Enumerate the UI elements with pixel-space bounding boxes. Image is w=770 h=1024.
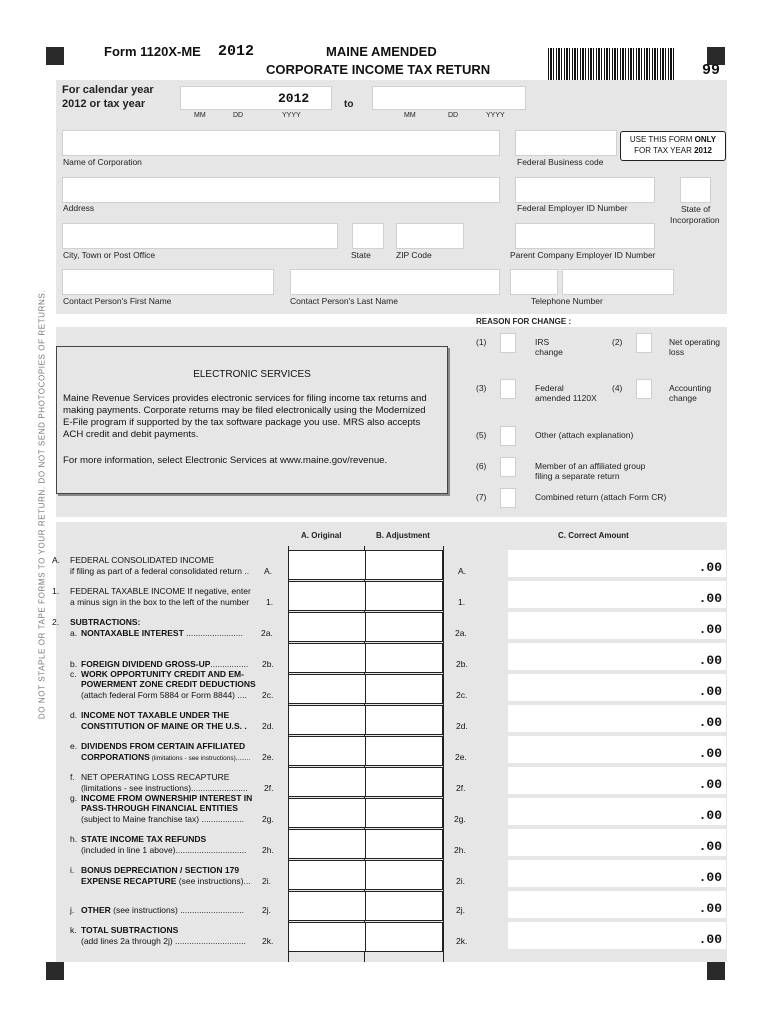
line-2b-right-label: 2b.: [456, 659, 468, 669]
title-line1: MAINE AMENDED: [326, 44, 437, 59]
reason-2-num: (2): [612, 337, 623, 347]
line-a-adjustment[interactable]: [365, 550, 443, 580]
reason-6-checkbox[interactable]: [500, 457, 516, 477]
line-2g-text3: (subject to Maine franchise tax) ..................: [81, 814, 244, 824]
state-field[interactable]: [352, 223, 384, 249]
line-2d-right-label: 2d.: [456, 721, 468, 731]
state-of-incorporation-field[interactable]: [680, 177, 711, 203]
line-2f-ref: 2f.: [264, 783, 274, 793]
reason-7-text1: Combined return (attach Form CR): [535, 492, 667, 502]
line-2c-right-label: 2c.: [456, 690, 468, 700]
contact-first-name-label: Contact Person's First Name: [63, 296, 172, 306]
line-2a-dots: ........................: [183, 628, 243, 638]
line-2j-adjustment[interactable]: [365, 891, 443, 921]
line-2c-text1: WORK OPPORTUNITY CREDIT AND EM-: [81, 669, 244, 679]
registration-mark-bottom-right: [707, 962, 725, 980]
line-2e-ref: 2e.: [262, 752, 274, 762]
line-2j-decimal: .00: [698, 901, 722, 916]
line-2-num: 2.: [52, 617, 60, 627]
end-dd: DD: [448, 112, 459, 119]
line-2c-decimal: .00: [698, 684, 722, 699]
registration-mark-top-left: [46, 47, 64, 65]
reason-3-checkbox[interactable]: [500, 379, 516, 399]
state-of-incorporation-label-2: Incorporation: [670, 215, 720, 225]
reason-1-text1: IRS: [535, 337, 550, 347]
line-2b-bold: FOREIGN DIVIDEND GROSS-UP: [81, 659, 211, 669]
line-2a-prefix: a.: [70, 628, 78, 638]
line-2f-decimal: .00: [698, 777, 722, 792]
contact-last-name-field[interactable]: [290, 269, 500, 295]
reason-4-num: (4): [612, 383, 623, 393]
zip-field[interactable]: [396, 223, 464, 249]
line-2a-ref: 2a.: [261, 628, 273, 638]
reason-1-checkbox[interactable]: [500, 333, 516, 353]
line-1-num: 1.: [52, 586, 60, 596]
line-2k-adjustment[interactable]: [365, 922, 443, 952]
line-2b-correct-amount[interactable]: [508, 643, 726, 670]
name-of-corporation-label: Name of Corporation: [63, 157, 142, 167]
reason-5-checkbox[interactable]: [500, 426, 516, 446]
federal-business-code-label: Federal Business code: [517, 157, 604, 167]
parent-company-id-field[interactable]: [515, 223, 655, 249]
tax-year-end-field[interactable]: [372, 86, 526, 110]
line-2i-right-label: 2i.: [456, 876, 465, 886]
line-2h-right-label: 2h.: [454, 845, 466, 855]
electronic-services-box: [56, 346, 448, 494]
reason-7-num: (7): [476, 492, 487, 502]
line-2a-text: [81, 628, 243, 639]
line-2j-text: [81, 905, 244, 916]
line-a-ref: A.: [264, 566, 273, 576]
calendar-line2: 2012 or tax year: [62, 98, 146, 110]
reason-title: REASON FOR CHANGE :: [476, 317, 572, 326]
electronic-services-para1-l4: ACH credit and debit payments.: [63, 429, 199, 440]
line-2e-text2: [81, 752, 250, 765]
line-2i-text2: [81, 876, 251, 887]
reason-4-text2: change: [669, 393, 697, 403]
line-a-original[interactable]: [288, 550, 366, 580]
line-2e-text1: DIVIDENDS FROM CERTAIN AFFILIATED: [81, 741, 246, 751]
name-of-corporation-field[interactable]: [62, 130, 500, 156]
line-2c-text3: (attach federal Form 5884 or Form 8844) ....: [81, 690, 247, 700]
tax-year-notice: [620, 131, 726, 161]
reason-5-text1: Other (attach explanation): [535, 430, 634, 440]
line-2d-text2: CONSTITUTION OF MAINE OR THE U.S. .: [81, 721, 247, 731]
line-1-right-label: 1.: [458, 597, 466, 607]
line-2f-text2: (limitations - see instructions)........................: [81, 783, 248, 793]
line-2d-adjustment[interactable]: [365, 705, 443, 735]
notice-only: ONLY: [694, 135, 717, 144]
reason-6-num: (6): [476, 461, 487, 471]
address-label: Address: [63, 203, 95, 213]
reason-5-num: (5): [476, 430, 487, 440]
line-2i-ref: 2i.: [262, 876, 271, 886]
line-a-decimal: .00: [698, 560, 722, 575]
column-b-header: B. Adjustment: [376, 531, 430, 540]
line-2h-text1: STATE INCOME TAX REFUNDS: [81, 834, 207, 844]
telephone-label: Telephone Number: [531, 296, 603, 306]
line-2e-small: (limitations - see instructions)........: [149, 755, 251, 762]
line-2c-prefix: c.: [70, 669, 77, 679]
line-1-correct-amount[interactable]: [508, 581, 726, 608]
electronic-services-para1-l1: Maine Revenue Services provides electronic services for filing income tax returns and: [63, 393, 427, 404]
line-1-ref: 1.: [266, 597, 274, 607]
notice-year: 2012: [694, 146, 712, 155]
line-2f-original[interactable]: [288, 767, 366, 797]
registration-mark-bottom-left: [46, 962, 64, 980]
start-dd: DD: [233, 112, 244, 119]
line-1-text1: FEDERAL TAXABLE INCOME If negative, enter: [70, 586, 251, 596]
line-2j-rest: (see instructions) ...........................: [110, 905, 244, 915]
electronic-services-para1-l3: E-File program if supported by the tax software package you use. MRS also accepts: [63, 417, 421, 428]
line-2c-adjustment[interactable]: [365, 674, 443, 704]
start-mm: MM: [194, 112, 206, 119]
line-2d-correct-amount[interactable]: [508, 705, 726, 732]
reason-3-text1: Federal: [535, 383, 564, 393]
line-2a-right-label: 2a.: [455, 628, 467, 638]
line-2b-ref: 2b.: [262, 659, 274, 669]
to-label: to: [344, 99, 354, 110]
reason-6-text1: Member of an affiliated group: [535, 461, 646, 471]
line-2g-correct-amount[interactable]: [508, 798, 726, 825]
line-2g-original[interactable]: [288, 798, 366, 828]
state-of-incorporation-label-1: State of: [681, 204, 711, 214]
address-field[interactable]: [62, 177, 500, 203]
zip-label: ZIP Code: [396, 250, 432, 260]
line-2f-prefix: f.: [70, 772, 75, 782]
line-2d-prefix: d.: [70, 710, 78, 720]
line-2i-text1: BONUS DEPRECIATION / SECTION 179: [81, 865, 240, 875]
electronic-services-para1-l2: making payments. Corporate returns may be filed electronically using the Modernized: [63, 405, 426, 416]
reason-2-text1: Net operating: [669, 337, 721, 347]
line-2j-right-label: 2j.: [456, 905, 465, 915]
line-2b-original[interactable]: [288, 643, 366, 673]
line-a-text1: FEDERAL CONSOLIDATED INCOME: [70, 555, 215, 565]
line-2c-ref: 2c.: [262, 690, 274, 700]
line-2b-text: [81, 659, 248, 670]
line-2j-ref: 2j.: [262, 905, 271, 915]
line-2e-adjustment[interactable]: [365, 736, 443, 766]
form-year: 2012: [218, 43, 255, 60]
side-instructions: DO NOT STAPLE OR TAPE FORMS TO YOUR RETURN. DO NOT SEND PHOTOCOPIES OF RETURNS.: [37, 289, 47, 720]
line-2k-prefix: k.: [70, 925, 77, 935]
line-2a-bold: NONTAXABLE INTEREST: [81, 628, 184, 638]
reason-1-num: (1): [476, 337, 487, 347]
calendar-line1: For calendar year: [62, 84, 154, 96]
electronic-services-para2: For more information, select Electronic Services at www.maine.gov/revenue.: [63, 455, 388, 466]
line-2g-right-label: 2g.: [454, 814, 466, 824]
end-mm: MM: [404, 112, 416, 119]
line-2e-correct-amount[interactable]: [508, 736, 726, 763]
notice-prefix-1: USE THIS FORM: [629, 135, 695, 144]
line-2a-original[interactable]: [288, 612, 366, 642]
column-c-header: C. Correct Amount: [558, 531, 629, 540]
line-1-original[interactable]: [288, 581, 366, 611]
end-yyyy: YYYY: [486, 112, 505, 119]
line-2d-ref: 2d.: [262, 721, 274, 731]
line-1-text2: a minus sign in the box to the left of the number: [70, 597, 250, 607]
line-2g-decimal: .00: [698, 808, 722, 823]
telephone-area-field[interactable]: [510, 269, 558, 295]
line-2e-prefix: e.: [70, 741, 78, 751]
line-2h-adjustment[interactable]: [365, 829, 443, 859]
line-2i-original[interactable]: [288, 860, 366, 890]
line-2h-ref: 2h.: [262, 845, 274, 855]
line-2c-original[interactable]: [288, 674, 366, 704]
parent-company-id-label: Parent Company Employer ID Number: [510, 250, 656, 260]
line-2i-rest: (see instructions)...: [176, 876, 251, 886]
line-2k-text1: TOTAL SUBTRACTIONS: [81, 925, 179, 935]
line-2i-prefix: i.: [70, 865, 75, 875]
line-2f-right-label: 2f.: [456, 783, 466, 793]
line-a-correct-amount[interactable]: [508, 550, 726, 577]
line-2h-correct-amount[interactable]: [508, 829, 726, 856]
line-2b-decimal: .00: [698, 653, 722, 668]
start-yyyy: YYYY: [282, 112, 301, 119]
reason-2-text2: loss: [669, 347, 685, 357]
tax-year-start-value: 2012: [278, 91, 310, 106]
line-2g-ref: 2g.: [262, 814, 274, 824]
notice-prefix-2: FOR TAX YEAR: [634, 146, 695, 155]
line-2-title: SUBTRACTIONS:: [70, 617, 141, 627]
line-2g-prefix: g.: [70, 793, 78, 803]
contact-last-name-label: Contact Person's Last Name: [290, 296, 398, 306]
city-label: City, Town or Post Office: [63, 250, 156, 260]
line-2f-correct-amount[interactable]: [508, 767, 726, 794]
line-2f-text1: NET OPERATING LOSS RECAPTURE: [81, 772, 230, 782]
reason-7-checkbox[interactable]: [500, 488, 516, 508]
form-code: 99: [702, 62, 721, 79]
federal-employer-id-label: Federal Employer ID Number: [517, 203, 628, 213]
line-a-text2: if filing as part of a federal consolidated return ..: [70, 566, 250, 576]
title-line2: CORPORATE INCOME TAX RETURN: [266, 62, 491, 77]
line-2h-text2: (included in line 1 above)..............................: [81, 845, 247, 855]
line-2a-decimal: .00: [698, 622, 722, 637]
line-2i-bold: EXPENSE RECAPTURE: [81, 876, 177, 886]
line-2k-right-label: 2k.: [456, 936, 468, 946]
reason-3-text2: amended 1120X: [535, 393, 597, 403]
line-2g-adjustment[interactable]: [365, 798, 443, 828]
reason-3-num: (3): [476, 383, 487, 393]
line-1-decimal: .00: [698, 591, 722, 606]
line-1-adjustment[interactable]: [365, 581, 443, 611]
line-2e-bold: CORPORATIONS: [81, 752, 150, 762]
line-2j-original[interactable]: [288, 891, 366, 921]
line-2e-decimal: .00: [698, 746, 722, 761]
line-a-num: A.: [52, 555, 61, 565]
line-2b-dots: ................: [210, 659, 249, 669]
line-2i-decimal: .00: [698, 870, 722, 885]
line-2e-right-label: 2e.: [455, 752, 467, 762]
reason-4-text1: Accounting: [669, 383, 712, 393]
column-a-header: A. Original: [301, 531, 342, 540]
line-2e-original[interactable]: [288, 736, 366, 766]
line-2h-prefix: h.: [70, 834, 78, 844]
line-2k-text2: (add lines 2a through 2j) ..............................: [81, 936, 246, 946]
line-2a-correct-amount[interactable]: [508, 612, 726, 639]
line-2h-decimal: .00: [698, 839, 722, 854]
line-2b-adjustment[interactable]: [365, 643, 443, 673]
line-2d-text1: INCOME NOT TAXABLE UNDER THE: [81, 710, 230, 720]
federal-business-code-field[interactable]: [515, 130, 617, 156]
line-2h-original[interactable]: [288, 829, 366, 859]
line-2f-adjustment[interactable]: [365, 767, 443, 797]
line-2d-decimal: .00: [698, 715, 722, 730]
telephone-number-field[interactable]: [562, 269, 674, 295]
electronic-services-title: ELECTRONIC SERVICES: [193, 369, 311, 380]
line-2a-adjustment[interactable]: [365, 612, 443, 642]
line-2k-decimal: .00: [698, 932, 722, 947]
line-2j-prefix: j.: [70, 905, 75, 915]
reason-4-checkbox[interactable]: [636, 379, 652, 399]
form-label: Form 1120X-ME: [104, 44, 201, 59]
line-2g-text1: INCOME FROM OWNERSHIP INTEREST IN: [81, 793, 253, 803]
state-label: State: [351, 250, 371, 260]
line-2j-correct-amount[interactable]: [508, 891, 726, 918]
line-2i-adjustment[interactable]: [365, 860, 443, 890]
line-2b-prefix: b.: [70, 659, 78, 669]
line-2i-correct-amount[interactable]: [508, 860, 726, 887]
line-2d-original[interactable]: [288, 705, 366, 735]
contact-first-name-field[interactable]: [62, 269, 274, 295]
federal-employer-id-field[interactable]: [515, 177, 655, 203]
line-2c-text2: POWERMENT ZONE CREDIT DEDUCTIONS: [81, 679, 256, 689]
city-field[interactable]: [62, 223, 338, 249]
line-2k-original[interactable]: [288, 922, 366, 952]
line-2j-bold: OTHER: [81, 905, 111, 915]
line-2k-ref: 2k.: [262, 936, 274, 946]
reason-1-text2: change: [535, 347, 563, 357]
line-a-right-label: A.: [458, 566, 467, 576]
line-2g-text2: PASS-THROUGH FINANCIAL ENTITIES: [81, 803, 238, 813]
line-2k-correct-amount[interactable]: [508, 922, 726, 949]
reason-6-text2: filing a separate return: [535, 471, 620, 481]
line-2c-correct-amount[interactable]: [508, 674, 726, 701]
reason-2-checkbox[interactable]: [636, 333, 652, 353]
